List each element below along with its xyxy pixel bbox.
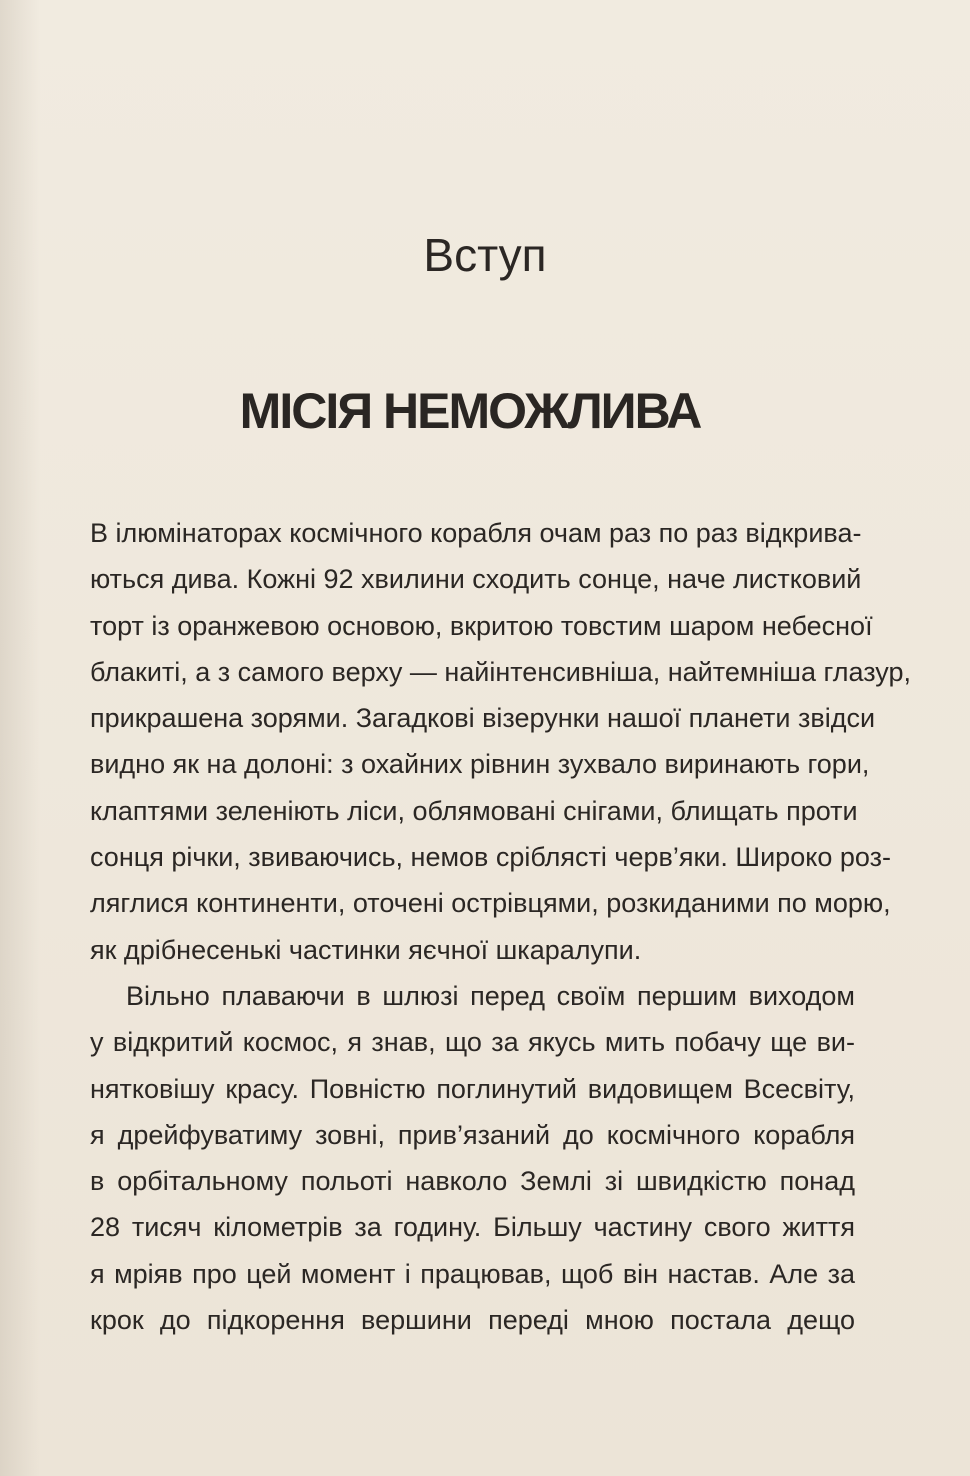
text-line: ляглися континенти, оточені острівцями, розкиданими по морю, <box>90 888 891 919</box>
text-line: я мріяв про цей момент і працював, щоб він настав. Але за <box>90 1258 855 1289</box>
text-line: як дрібнесенькі частинки яєчної шкаралупи. <box>90 934 642 965</box>
text-line: торт із оранжевою основою, вкритою товстим шаром небесної <box>90 610 873 641</box>
text-line: ються дива. Кожні 92 хвилини сходить сонце, наче листковий <box>90 564 862 595</box>
text-line: нятковішу красу. Повністю поглинутий видовищем Всесвіту, <box>90 1073 855 1104</box>
text-line: В ілюмінаторах космічного корабля очам раз по раз відкрива- <box>90 518 862 548</box>
paragraph-2 <box>90 973 855 1343</box>
text-line: прикрашена зорями. Загадкові візерунки нашої планети звідси <box>90 703 876 734</box>
text-line: у відкритий космос, я знав, що за якусь мить побачу ще ви- <box>90 1027 855 1058</box>
body-text <box>90 510 911 1343</box>
text-line: Вільно плаваючи в шлюзі перед своїм першим виходом <box>126 980 855 1011</box>
chapter-title: МІСІЯ НЕМОЖЛИВА <box>239 383 701 439</box>
text-line: сонця річки, звиваючись, немов сріблясті черв’яки. Широко роз- <box>90 842 891 873</box>
text-line: видно як на долоні: з охайних рівнин зухвало виринають гори, <box>90 749 870 780</box>
text-line: в орбітальному польоті навколо Землі зі швидкістю понад <box>90 1166 855 1197</box>
text-line: крок до підкорення вершини переді мною постала дещо <box>90 1305 855 1336</box>
text-line: я дрейфуватиму зовні, прив’язаний до космічного корабля <box>90 1119 855 1150</box>
text-line: клаптями зеленіють ліси, облямовані снігами, блищать проти <box>90 795 858 826</box>
paragraph-1 <box>90 510 911 973</box>
text-line: блакиті, а з самого верху — найінтенсивніша, найтемніша глазур, <box>90 656 911 687</box>
section-label: Вступ <box>423 229 547 281</box>
text-line: 28 тисяч кілометрів за годину. Більшу частину свого життя <box>90 1212 855 1243</box>
